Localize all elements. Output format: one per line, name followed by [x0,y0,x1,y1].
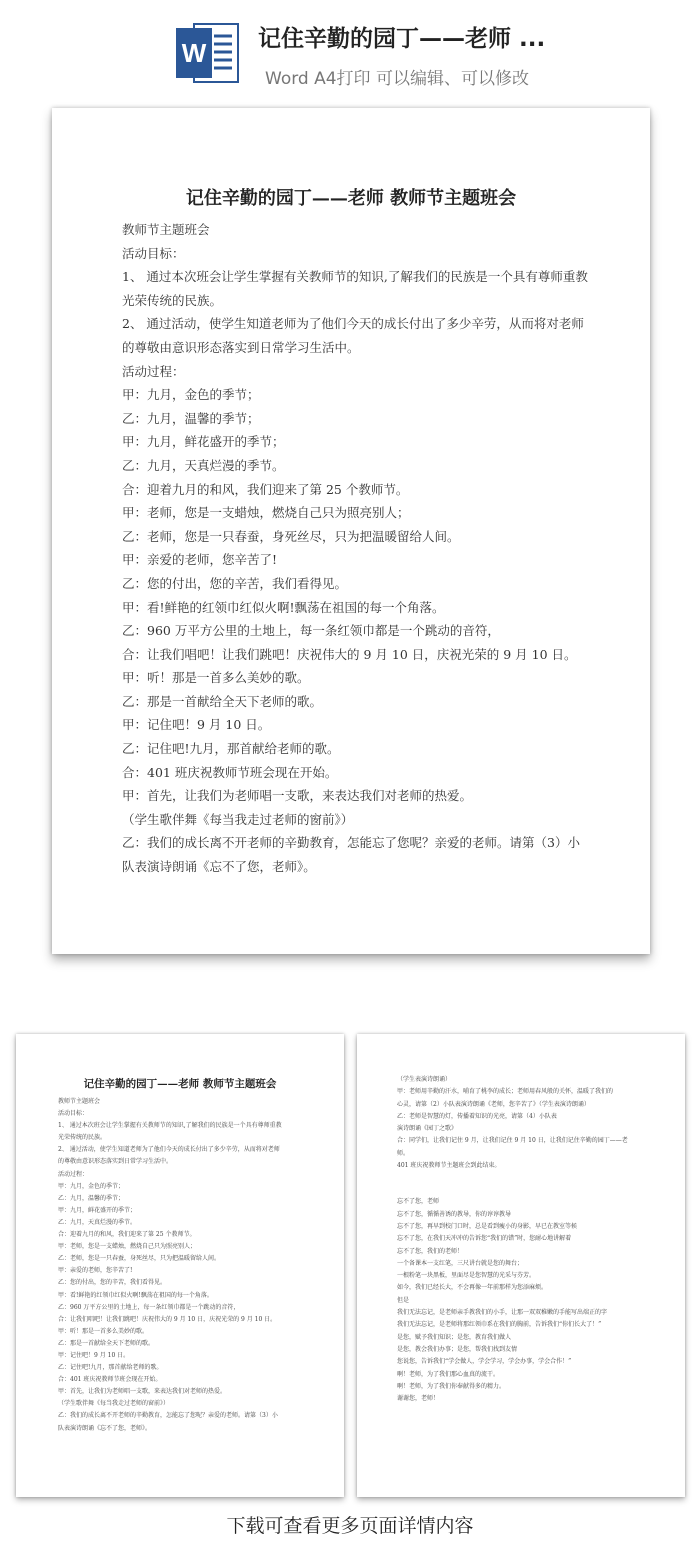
text-line: 乙：记住吧!九月，那首献给老师的歌。 [58,1364,163,1372]
main-page-preview [52,108,650,954]
text-line: 甲：九月，鲜花盛开的季节； [122,434,285,450]
text-line: 1、 通过本次班会让学生掌握有关教师节的知识,了解我们的民族是一个具有尊师重教 [58,1122,282,1130]
text-line: 乙：您的付出，您的辛苦，我们看得见。 [58,1279,167,1287]
text-line: 活动过程： [122,363,185,379]
text-line: 活动过程： [58,1170,89,1178]
text-line: 甲：首先，让我们为老师唱一支歌，来表达我们对老师的热爱。 [58,1388,227,1396]
text-line: 一根粉笔一块黑板，里面尽是您智慧的光采与芬芳。 [397,1272,536,1280]
text-line: 甲：九月，金色的季节； [58,1182,125,1190]
text-line: 师。 [397,1149,410,1157]
text-line: 忘不了您，老师 [397,1198,440,1206]
svg-text:W: W [181,38,207,68]
thumbnail-page-1[interactable] [16,1034,344,1497]
text-line: 一个备课本一支红笔，三尺讲台就是您的舞台； [397,1259,524,1267]
text-line: 谢谢您，老师！ [397,1395,440,1403]
text-line: 乙：960 万平方公里的土地上，每一条红领巾都是一个跳动的音符， [58,1303,240,1311]
text-line: 甲：老师用辛勤的汗水，哺育了桃李的成长；老师用春风般的关怀，温暖了我们的 [397,1088,614,1096]
text-line: 教师节主题班会 [122,222,210,237]
text-line: 忘不了您，在我们天冲冲的告诉您“我们的错”时，您耐心地讲解着 [397,1235,572,1243]
text-line: 乙：我们的成长离不开老师的辛勤教育，怎能忘了您呢？亲爱的老师。请第（3）小 [58,1412,278,1420]
text-line: 忘不了您，再早到校门口时，总是看到瘦小的身影，早已在教室等候 [397,1222,578,1230]
text-line: 演诗朗诵《园丁之歌》 [397,1125,458,1133]
text-line: 甲：老师，您是一支蜡烛，燃烧自己只为照亮别人； [58,1243,197,1251]
text-line: （学生歌伴舞《每当我走过老师的窗前》） [122,811,354,827]
text-line: 我们无法忘记，是老师将那红领巾系在我们的胸前，告诉我们“你们长大了！” [397,1321,602,1329]
thumbnail-page-2[interactable] [357,1034,685,1497]
text-line: 的尊敬由意识形态落实到日常学习生活中。 [122,339,360,355]
text-line: 的尊敬由意识形态落实到日常学习生活中。 [58,1158,173,1166]
text-line: 甲：看!鲜艳的红领巾红似火啊!飘荡在祖国的每一个角落。 [58,1291,213,1299]
word-icon [174,20,240,86]
text-line: 合：401 班庆祝教师节班会现在开始。 [122,764,338,780]
text-line: 忘不了您，循循善诱的教导，你的谆谆教导 [397,1210,512,1218]
header [0,0,700,100]
text-line: 合：让我们唱吧！让我们跳吧！庆祝伟大的 9 月 10 日，庆祝光荣的 9 月 10 日。 [122,646,577,662]
text-line: 乙：九月，温馨的季节； [122,410,260,426]
text-line: 乙：960 万平方公里的土地上，每一条红领巾都是一个跳动的音符， [122,623,500,639]
text-line: 乙：老师是智慧的灯，传播着知识的光亮，请第（4）小队表 [397,1112,557,1120]
text-line: （学生表演诗朗诵） [397,1076,452,1083]
text-line: 啊！老师，为了我们那心血真的流干。 [397,1370,500,1378]
text-line: 我们无法忘记，是老师亲手教我们的小手，让那一双双稚嫩的手能写出端正的字 [397,1309,608,1317]
text-line: 乙：九月，天真烂漫的季节。 [58,1218,137,1226]
text-line: 如今，我们已经长大，不会再像一年前那样为您添麻烦。 [397,1284,548,1292]
text-line: 活动目标： [122,245,185,261]
thumbnail-body [397,1074,657,1405]
text-line: 合：迎着九月的和风，我们迎来了第 25 个教师节。 [122,481,409,497]
text-line: 甲：首先，让我们为老师唱一支歌，来表达我们对老师的热爱。 [122,788,473,804]
document-title: 记住辛勤的园丁——老师 ... [258,26,546,52]
text-line: 是您，赋予我们知识；是您，教育我们做人 [397,1333,512,1341]
text-line: 乙：老师，您是一只春蚕，身死丝尽，只为把温暖留给人间。 [58,1255,221,1263]
text-line: 啊！老师，为了我们你奉献得多的精力。 [397,1382,506,1390]
text-line: 乙：那是一首献给全天下老师的歌。 [58,1339,155,1347]
text-line: 光荣传统的民族。 [58,1134,107,1142]
text-line: 教师节主题班会 [58,1098,101,1105]
text-line: 队表演诗朗诵《忘不了您，老师》。 [58,1424,152,1432]
text-line: 401 班庆祝教师节主题班会到此结束。 [397,1162,501,1170]
text-line: 忘不了您，我们的老师！ [397,1247,464,1255]
text-line: 甲：九月，金色的季节； [122,387,260,403]
text-line: 甲：记住吧！9 月 10 日。 [58,1351,130,1359]
text-line: 合：401 班庆祝教师节班会现在开始。 [58,1376,162,1384]
text-line: 合：同学们，让我们记住 9 月，让我们记住 9 月 10 日，让我们记住辛勤的园丁——老 [397,1137,628,1145]
text-line: 乙：您的付出，您的辛苦，我们看得见。 [122,575,348,591]
text-line: 合：迎着九月的和风，我们迎来了第 25 个教师节。 [58,1231,196,1239]
text-line [397,1172,657,1184]
text-line: 2、 通过活动，使学生知道老师为了他们今天的成长付出了多少辛劳，从而将对老师 [122,316,584,332]
text-line: 1、 通过本次班会让学生掌握有关教师节的知识,了解我们的民族是一个具有尊师重教 [122,269,588,285]
text-line: 甲：九月，鲜花盛开的季节； [58,1206,137,1214]
text-line: 甲：看!鲜艳的红领巾红似火啊!飘荡在祖国的每一个角落。 [122,599,445,615]
text-line: 活动目标： [58,1110,89,1118]
text-line [397,1184,657,1196]
document-subtitle: Word A4打印 可以编辑、可以修改 [265,69,529,89]
text-line: 乙：记住吧!九月，那首献给老师的歌。 [122,741,340,757]
text-line: 乙：九月，天真烂漫的季节。 [122,457,285,473]
text-line: 合：让我们唱吧！让我们跳吧！庆祝伟大的 9 月 10 日，庆祝光荣的 9 月 10 日。 [58,1315,277,1323]
text-line: （学生歌伴舞《每当我走过老师的窗前》） [58,1400,170,1408]
text-line: 光荣传统的民族。 [122,292,223,308]
thumbnail-title: 记住辛勤的园丁——老师 教师节主题班会 [83,1078,277,1090]
text-line: 甲：亲爱的老师，您辛苦了! [58,1267,133,1275]
text-line: 甲：老师，您是一支蜡烛，燃烧自己只为照亮别人； [122,505,410,521]
text-line: 甲：亲爱的老师，您辛苦了! [122,552,278,568]
text-line: 2、 通过活动，使学生知道老师为了他们今天的成长付出了多少辛劳，从而将对老师 [58,1146,280,1154]
text-line: 甲：听！那是一首多么美妙的歌。 [122,670,310,686]
text-line: 甲：听！那是一首多么美妙的歌。 [58,1327,149,1335]
text-line: 乙：九月，温馨的季节； [58,1194,125,1202]
page-title: 记住辛勤的园丁——老师 教师节主题班会 [185,188,517,209]
text-line: 乙：那是一首献给全天下老师的歌。 [122,693,323,709]
text-line: 心灵，请第（2）小队表演诗朗诵《老师，您辛苦了》（学生表演诗朗诵） [397,1100,590,1108]
text-line: 您说您，告诉我们“学会做人，学会学习，学会办事，学会合作！” [397,1358,572,1366]
page-body [122,218,592,879]
text-line: 但是 [397,1296,410,1304]
thumbnail-body [58,1096,318,1435]
text-line: 乙：我们的成长离不开老师的辛勤教育，怎能忘了您呢？亲爱的老师。请第（3）小 [122,835,580,851]
text-line: 队表演诗朗诵《忘不了您，老师》。 [122,859,316,875]
text-line: 甲：记住吧！9 月 10 日。 [122,717,271,733]
download-more-link[interactable]: 下载可查看更多页面详情内容 [226,1515,474,1537]
text-line: 乙：老师，您是一只春蚕，身死丝尽，只为把温暖留给人间。 [122,528,460,544]
text-line: 是您，教会我们办事；是您，帮我们找到友情 [397,1345,518,1353]
